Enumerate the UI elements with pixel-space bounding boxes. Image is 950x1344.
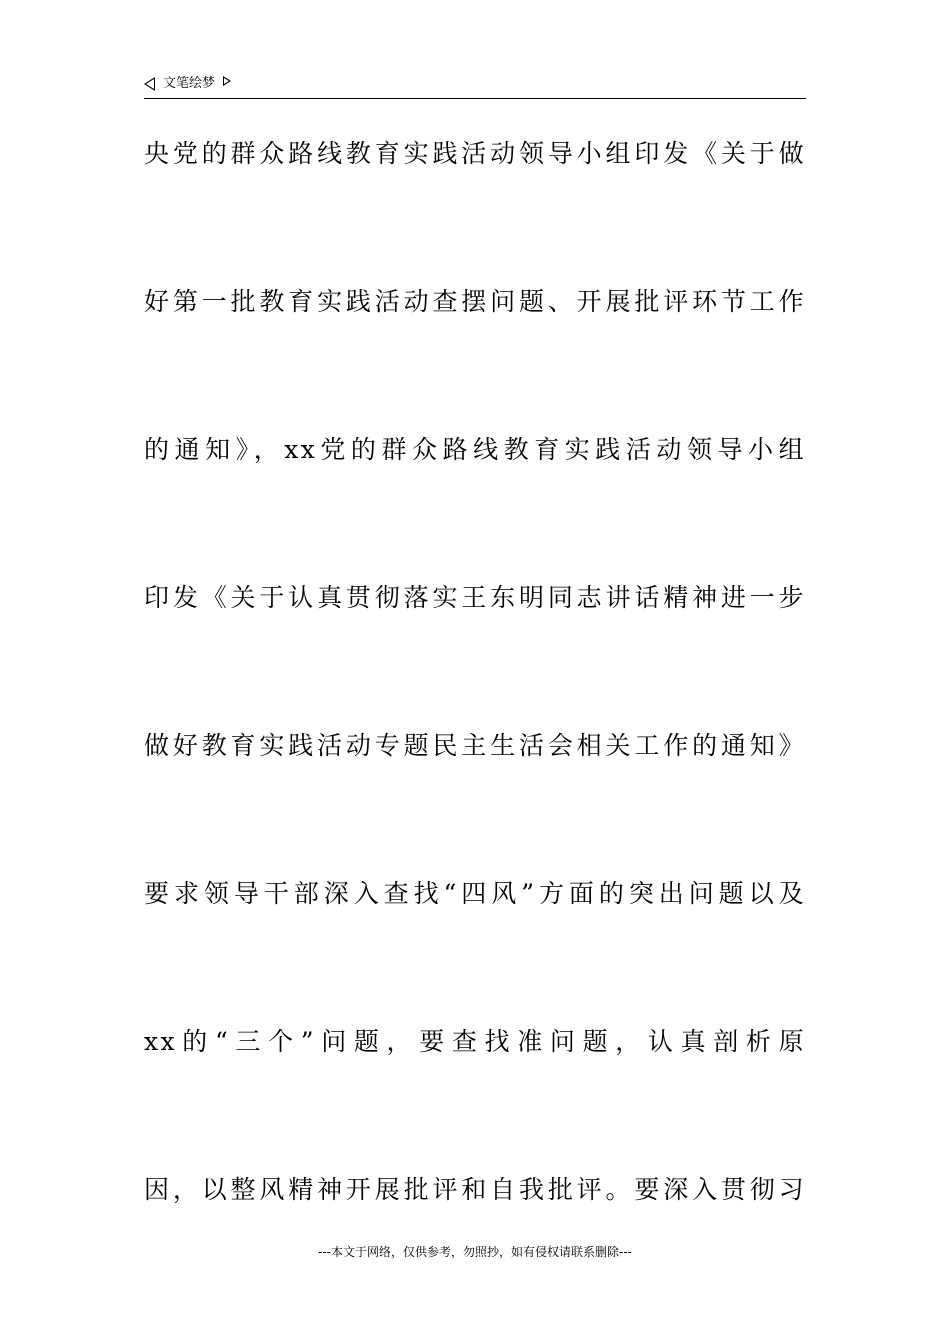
page-header [144, 72, 806, 99]
body-line: xx的“三个”问题，要查找准问题，认真剖析原 [144, 1027, 806, 1056]
left-triangle-icon [144, 77, 155, 91]
header-title: 文笔绘梦 [163, 76, 216, 91]
body-line: 要求领导干部深入查找“四风”方面的突出问题以及 [144, 879, 806, 908]
footer-notice: ---本文于网络，仅供参考，勿照抄，如有侵权请联系删除--- [318, 1245, 632, 1259]
body-line: 做好教育实践活动专题民主生活会相关工作的通知》 [144, 731, 806, 760]
body-line: 的通知》，xx党的群众路线教育实践活动领导小组 [144, 435, 806, 464]
body-line: 印发《关于认真贯彻落实王东明同志讲话精神进一步 [144, 583, 806, 612]
body-line: 好第一批教育实践活动查摆问题、开展批评环节工作 [144, 287, 806, 316]
right-triangle-icon [223, 76, 231, 86]
header-brand [144, 76, 231, 92]
body-line: 因，以整风精神开展批评和自我批评。要深入贯彻习 [144, 1175, 806, 1204]
document-body [144, 122, 806, 1306]
body-line: 央党的群众路线教育实践活动领导小组印发《关于做 [144, 139, 806, 168]
